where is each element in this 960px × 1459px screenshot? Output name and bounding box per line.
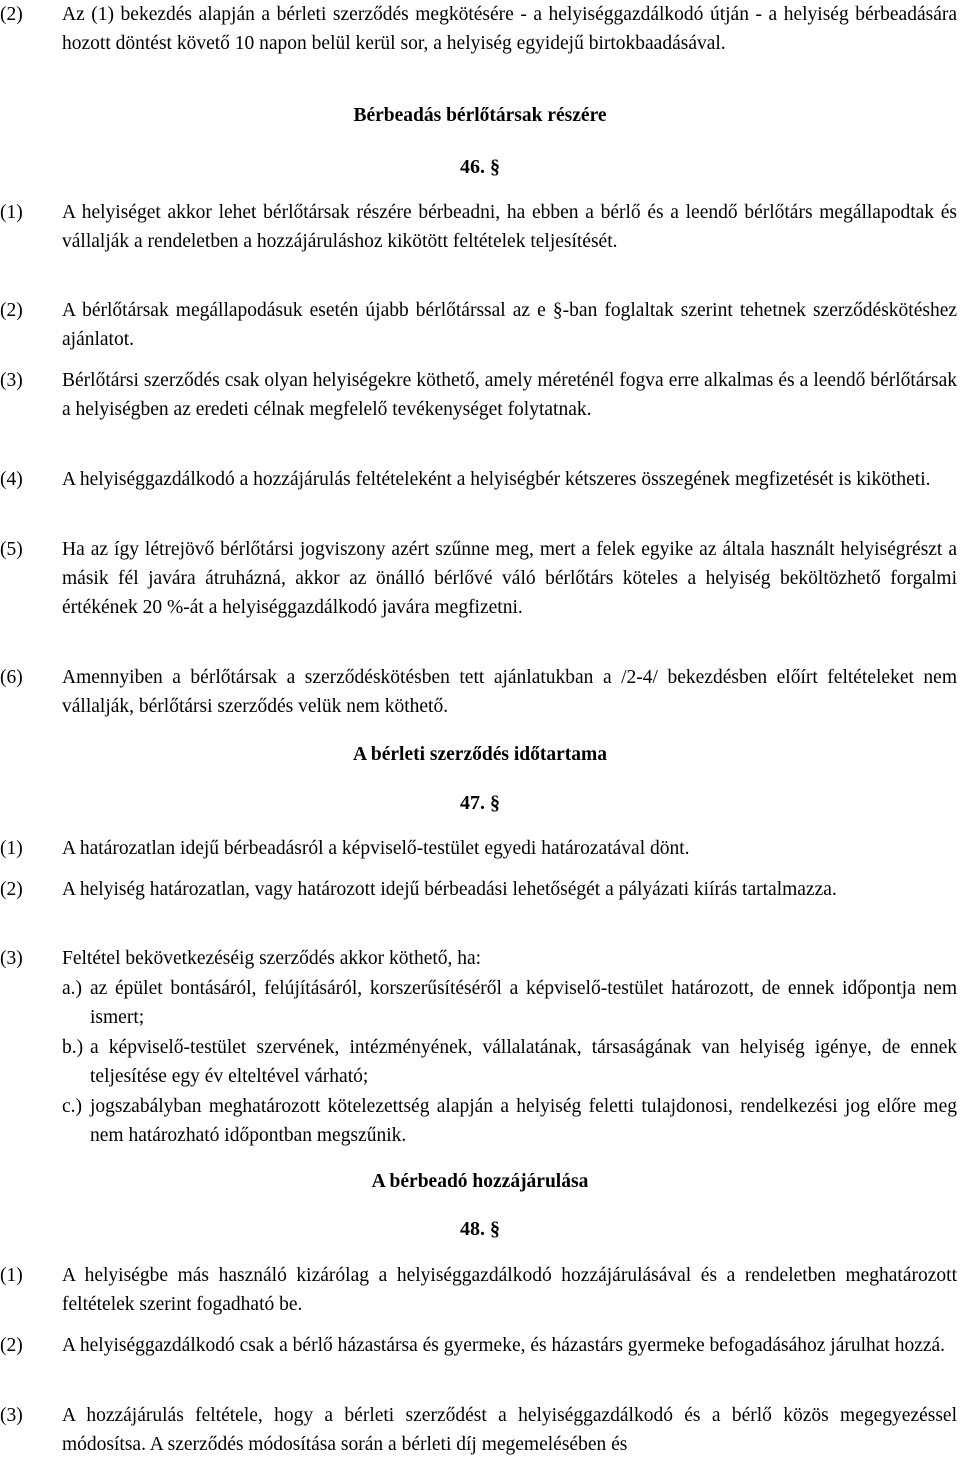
paragraph-number: (5): [0, 539, 23, 560]
paragraph-text: A bérlőtársak megállapodásuk esetén újabb bérlőtárssal az e §-ban foglaltak szerint tehetnek szerződéskötéshez ajánlatot.: [62, 300, 957, 350]
paragraph-number: (4): [0, 469, 23, 490]
list-item-text: az épület bontásáról, felújításáról, korszerűsítéséről a képviselő-testület határozott, de ennek időpontja nem ismert;: [90, 978, 957, 1028]
paragraph-number: (3): [0, 1405, 23, 1426]
paragraph-text: Ha az így létrejövő bérlőtársi jogviszony azért szűnne meg, mert a felek egyike az általa használt helyiségrészt a másik fél javára átruházná, akkor az önálló bérlővé váló bérlőtárs köteles a helyiség beköltözhető forgalmi értékének 20 %-át a helyiséggazdálkodó javára megfizetni.: [62, 539, 957, 618]
paragraph-text: A hozzájárulás feltétele, hogy a bérleti szerződést a helyiséggazdálkodó és a bérlő közös megegyezéssel módosítsa. A szerződés módosítása során a bérleti díj megemelésében és: [62, 1405, 957, 1455]
paragraph-number: (1): [0, 202, 23, 223]
paragraph-text: A helyiség határozatlan, vagy határozott idejű bérbeadási lehetőségét a pályázati kiírás tartalmazza.: [62, 879, 837, 900]
list-item-label: b.): [62, 1037, 84, 1058]
list-item-label: c.): [62, 1096, 83, 1117]
paragraph-number: (1): [0, 838, 23, 859]
section-heading: A bérbeadó hozzájárulása: [371, 1171, 589, 1192]
paragraph-number: (2): [0, 879, 23, 900]
section-heading: A bérleti szerződés időtartama: [353, 744, 607, 765]
section-number: 46. §: [460, 156, 500, 178]
paragraph-number: (1): [0, 1265, 23, 1286]
paragraph-number: (2): [0, 300, 23, 321]
list-item-label: a.): [62, 978, 83, 999]
list-item-text: a képviselő-testület szervének, intézményének, vállalatának, társaságának van helyiség igénye, de ennek teljesítése egy év elteltével várható;: [90, 1037, 957, 1087]
paragraph-text: Bérlőtársi szerződés csak olyan helyiségekre köthető, amely méreténél fogva erre alkalmas és a leendő bérlőtársak a helyiségben az eredeti célnak megfelelő tevékenységet folytatnak.: [62, 370, 957, 420]
paragraph-number: (6): [0, 667, 23, 688]
paragraph-number: (3): [0, 370, 23, 391]
paragraph-text: Az (1) bekezdés alapján a bérleti szerződés megkötésére - a helyiséggazdálkodó útján - a helyiség bérbeadására hozott döntést követő 10 napon belül kerül sor, a helyiség egyidejű birtokbaadásával.: [62, 4, 957, 54]
section-number: 48. §: [460, 1218, 500, 1240]
section-heading: Bérbeadás bérlőtársak részére: [353, 105, 607, 126]
paragraph-text: A helyiséggazdálkodó csak a bérlő házastársa és gyermeke, és házastárs gyermeke befogadásához járulhat hozzá.: [62, 1335, 946, 1356]
paragraph-text: A helyiséget akkor lehet bérlőtársak részére bérbeadni, ha ebben a bérlő és a leendő bérlőtárs megállapodtak és vállalják a rendeletben a hozzájáruláshoz kikötött feltételek teljesítését.: [62, 202, 957, 252]
list-item-text: jogszabályban meghatározott kötelezettség alapján a helyiség feletti tulajdonosi, rendelkezési jog előre meg nem határozható időpontban megszűnik.: [90, 1096, 957, 1146]
paragraph-text: Feltétel bekövetkezéséig szerződés akkor köthető, ha:: [62, 948, 482, 969]
paragraph-number: (2): [0, 1335, 23, 1356]
section-number: 47. §: [460, 792, 500, 814]
paragraph-text: A helyiségbe más használó kizárólag a helyiséggazdálkodó hozzájárulásával és a rendeletben meghatározott feltételek szerint fogadható be.: [62, 1265, 957, 1315]
paragraph-number: (2): [0, 4, 23, 25]
paragraph-number: (3): [0, 948, 23, 969]
paragraph-text: Amennyiben a bérlőtársak a szerződéskötésben tett ajánlatukban a /2-4/ bekezdésben előírt feltételeket nem vállalják, bérlőtársi szerződés velük nem köthető.: [62, 667, 957, 717]
paragraph-text: A helyiséggazdálkodó a hozzájárulás feltételeként a helyiségbér kétszeres összegének megfizetését is kikötheti.: [62, 469, 931, 490]
paragraph-text: A határozatlan idejű bérbeadásról a képviselő-testület egyedi határozatával dönt.: [62, 838, 690, 859]
